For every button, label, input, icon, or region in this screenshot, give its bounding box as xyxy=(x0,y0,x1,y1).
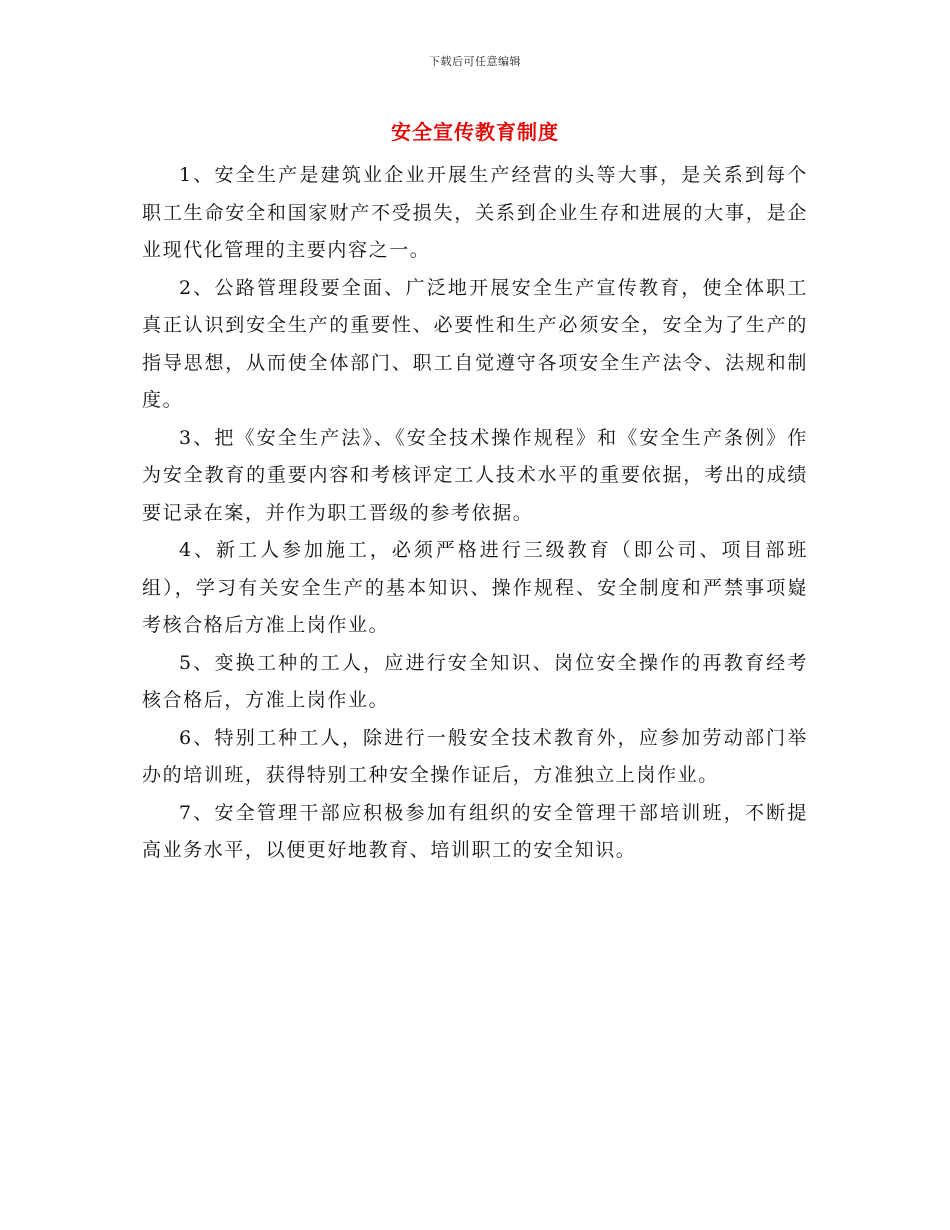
paragraph-1: 1、安全生产是建筑业企业开展生产经营的头等大事，是关系到每个职工生命安全和国家财产不受损失，关系到企业生存和进展的大事，是企业现代化管理的主要内容之一。 xyxy=(142,164,808,261)
document-title: 安全宣传教育制度 xyxy=(391,120,559,144)
paragraph-4: 4、新工人参加施工，必须严格进行三级教育（即公司、项目部班组），学习有关安全生产的基本知识、操作规程、安全制度和严禁事项嶷考核合格后方准上岗作业。 xyxy=(142,539,808,636)
paragraph-7: 7、安全管理干部应积极参加有组织的安全管理干部培训班，不断提高业务水平，以便更好地教育、培训职工的安全知识。 xyxy=(142,801,808,861)
paragraph-3: 3、把《安全生产法》、《安全技术操作规程》和《安全生产条例》作为安全教育的重要内容和考核评定工人技术水平的重要依据，考出的成绩要记录在案，并作为职工晋级的参考依据。 xyxy=(142,426,808,524)
page-header-note: 下载后可任意编辑 xyxy=(429,55,521,68)
paragraph-2: 2、公路管理段要全面、广泛地开展安全生产宣传教育，使全体职工真正认识到安全生产的重要性、必要性和生产必须安全，安全为了生产的指导思想，从而使全体部门、职工自觉遵守各项安全生产法令、法规和制度。 xyxy=(142,276,808,411)
paragraph-6: 6、特别工种工人，除进行一般安全技术教育外，应参加劳动部门举办的培训班，获得特别工种安全操作证后，方准独立上岗作业。 xyxy=(142,726,808,786)
document-body xyxy=(142,157,808,870)
paragraph-5: 5、变换工种的工人，应进行安全知识、岗位安全操作的再教育经考核合格后，方准上岗作业。 xyxy=(142,651,808,711)
